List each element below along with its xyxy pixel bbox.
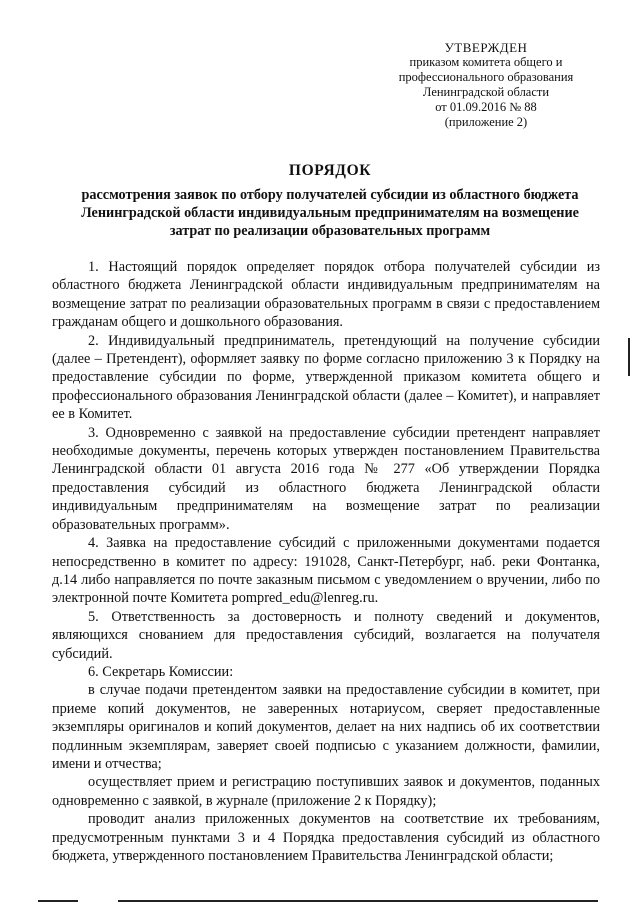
paragraph: осуществляет прием и регистрацию поступивших заявок и документов, поданных одновременно с заявкой, в журнале (приложение 2 к Порядку);: [52, 774, 600, 809]
scan-artifact-line: [38, 900, 78, 902]
paragraph: 2. Индивидуальный предприниматель, претендующий на получение субсидии (далее – Претендент), оформляет заявку по форме согласно приложению 3 к Порядку на предоставление субсидии по форме, утвержденной приказом комитета общего и профессионального образования Ленинградской области (далее – Комитет), и направляет ее в Комитет.: [52, 332, 600, 423]
paragraph: 5. Ответственность за достоверность и полноту сведений и документов, являющихся снованием для предоставления субсидий, возлагается на получателя субсидий.: [52, 608, 600, 662]
paragraph: 4. Заявка на предоставление субсидий с приложенными документами подается непосредственно в комитет по адресу: 191028, Санкт-Петербург, наб. реки Фонтанка, д.14 либо направляется по почте заказным письмом с уведомлением о вручении, либо по электронной почте Комитета pompred_edu@lenreg.ru.: [52, 535, 600, 607]
paragraph: проводит анализ приложенных документов на соответствие их требованиям, предусмотренным пунктами 3 и 4 Порядка предоставления субсидий из областного бюджета, утвержденного постановлением Правительства Ленинградской области;: [52, 811, 600, 864]
approval-line: профессионального образования: [398, 70, 574, 84]
paragraph: 6. Секретарь Комиссии:: [88, 663, 234, 680]
paragraph: 3. Одновременно с заявкой на предоставление субсидии претендент направляет необходимые документы, перечень которых утвержден постановлением Правительства Ленинградской области 01 августа 2016 года № 277 «Об утверждении Порядка предоставления субсидий из областного бюджета Ленинградской области индивидуальным предпринимателям на возмещение затрат по реализации образовательных программ».: [52, 424, 600, 533]
approval-line: приказом комитета общего и: [409, 55, 563, 69]
paragraph: в случае подачи претендентом заявки на предоставление субсидии в комитет, при приеме копий документов, не заверенных нотариусом, сверяет предоставленные экземпляры оригиналов и копий документов, делает на них надпись об их соответствии подлинным экземплярам, заверяет своей подписью с указанием должности, фамилии, имени и отчества;: [52, 682, 600, 772]
approval-line: от 01.09.2016 № 88: [435, 100, 537, 114]
margin-mark: [628, 338, 630, 376]
scan-artifact-line: [118, 900, 598, 902]
title-subtitle: рассмотрения заявок по отбору получателей субсидии из областного бюджета Ленинградской области индивидуальным предпринимателям на возмещение затрат по реализации образовательных программ: [81, 187, 579, 239]
approval-line: (приложение 2): [444, 115, 528, 129]
approval-line: Ленинградской области: [422, 85, 550, 99]
document-body: [52, 258, 600, 865]
document-title: [60, 162, 600, 240]
approval-stamp: [386, 40, 586, 130]
title-main: ПОРЯДОК: [288, 162, 372, 179]
paragraph: 1. Настоящий порядок определяет порядок отбора получателей субсидии из областного бюджета Ленинградской области индивидуальным предпринимателям на возмещение затрат по реализации образовательных программ в связи с предоставлением гражданам общего и дошкольного образования.: [52, 259, 600, 331]
approval-head: УТВЕРЖДЕН: [444, 40, 528, 55]
